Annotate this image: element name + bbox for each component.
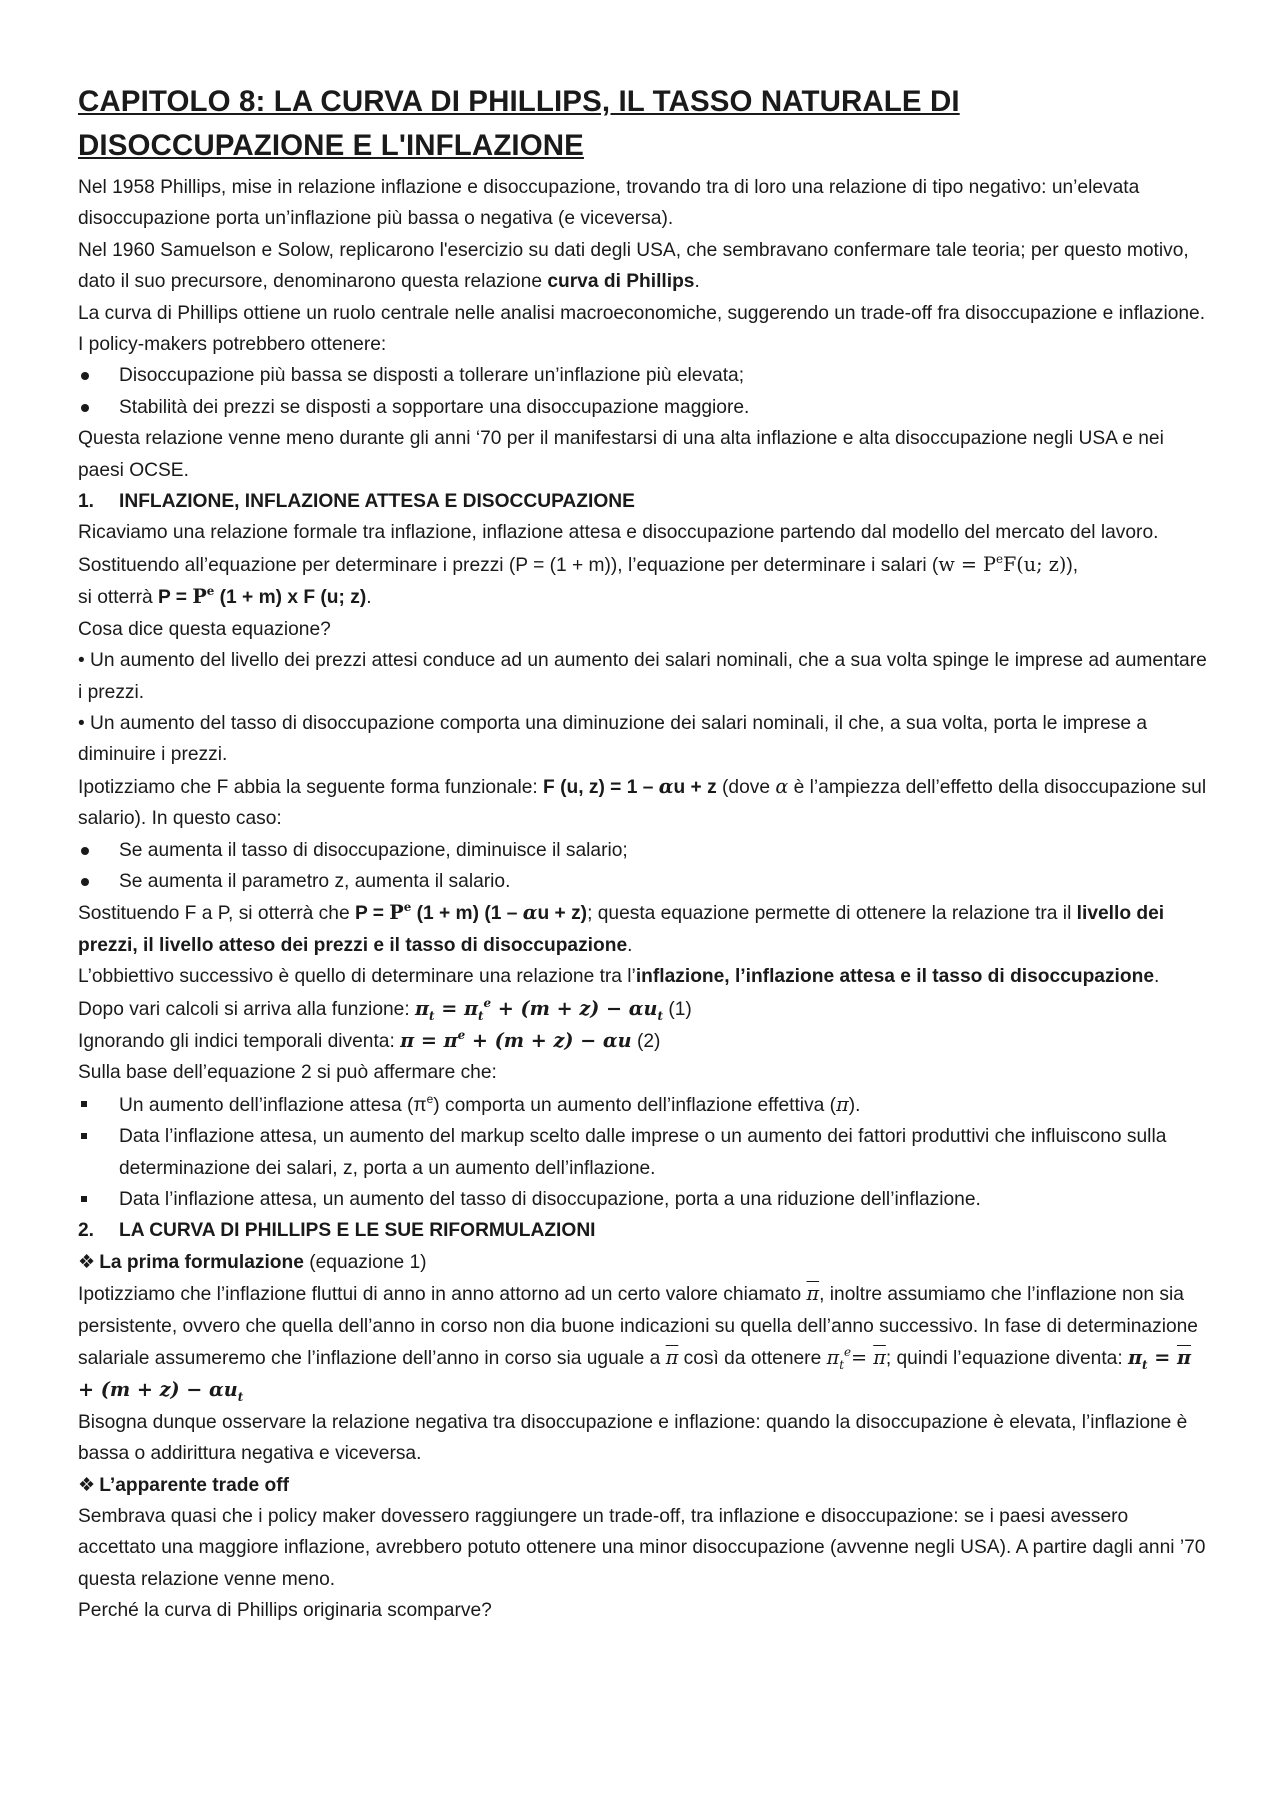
section-1-question: Cosa dice questa equazione?: [78, 618, 331, 640]
bullet-dot-icon: [81, 404, 89, 412]
bullet-dot-icon: [81, 847, 89, 855]
section-1-point-1: • Un aumento del livello dei prezzi attesi conduce ad un aumento dei salari nominali, che a sua volta spinge le imprese ad aumentare i prezzi.: [78, 650, 1207, 703]
equation-2-line: Ignorando gli indici temporali diventa: $\pi = \pi^e + (m + z) - \alpha u$ (2): [78, 1027, 661, 1052]
intro-paragraph-5: Questa relazione venne meno durante gli anni ‘70 per il manifestarsi di una alta inflazione e alta disoccupazione negli USA e nei paesi OCSE.: [78, 428, 1164, 481]
intro-paragraph-1: Nel 1958 Phillips, mise in relazione inflazione e disoccupazione, trovando tra di loro una relazione di tipo negativo: un’elevata disoccupazione porta un’inflazione più bassa o negativa (e viceversa).: [78, 177, 1140, 230]
subsection-first-formulation: ❖ La prima formulazione (equazione 1): [78, 1247, 1210, 1278]
page-title: CAPITOLO 8: LA CURVA DI PHILLIPS, IL TASSO NATURALE DI DISOCCUPAZIONE E L'INFLAZIONE: [78, 85, 960, 162]
equation-first-formulation: $\pi_t = \overline{\pi} + (m + z) - \alpha u_t$: [78, 1346, 1192, 1405]
section-1-point-2: • Un aumento del tasso di disoccupazione comporta una diminuzione dei salari nominali, il che, a sua volta, porta le imprese a diminuire i prezzi.: [78, 712, 1148, 766]
section-1-paragraph-5: L’obbiettivo successivo è quello di determinare una relazione tra l’inflazione, l’inflazione attesa e il tasso di disoccupazione.: [78, 966, 1160, 988]
square-bullet-icon: [81, 1101, 87, 1107]
section-2-paragraph-2: Bisogna dunque osservare la relazione negativa tra disoccupazione e inflazione: quando la disoccupazione è elevata, l’inflazione è bassa o addirittura negativa e viceversa.: [78, 1411, 1188, 1465]
equation-1-line: Dopo vari calcoli si arriva alla funzione: $\pi_t = \pi_t^e + (m + z) - \alpha u_t$ (1): [78, 995, 692, 1023]
diamond-bullet-icon: ❖: [78, 1251, 96, 1273]
square-bullet-icon: [81, 1196, 87, 1202]
section-2-paragraph-1: Ipotizziamo che l’inflazione fluttui di anno in anno attorno ad un certo valore chiamato $\overline{\pi}$, inoltre assumiamo che l’inflazione non sia persistente, ovvero che quella dell’anno in corso non dia buone indicazioni su quella dell’anno successivo. In fase di determinazione salariale assumeremo che l’inflazione dell’anno in corso sia uguale a $\overline{\pi}$ così da ottenere $\pi_t^e= \overline{\pi}$; quindi l’equazione diventa: $\pi_t = \overline{\pi} + (m + z) - \alpha u_t$: [78, 1282, 1198, 1405]
equation-2: $\pi = \pi^e + (m + z) - \alpha u$: [400, 1027, 632, 1052]
bullet-item: Disoccupazione più bassa se disposti a tollerare un’inflazione più elevata;: [78, 360, 1210, 391]
section-1-paragraph-4: Sostituendo F a P, si otterrà che $P = P^e$ (1 + m) (1 – αu + z); questa equazione permette di ottenere la relazione tra il livello dei prezzi, il livello atteso dei prezzi e il tasso di disoccupazione.: [78, 900, 1165, 956]
section-1-paragraph-2: Sostituendo all’equazione per determinare i prezzi (P = (1 + m)), l’equazione per determinare i salari ($w = P^eF(u$; z)), si otterrà $P = P^e$ (1 + m) x F (u; z).: [78, 551, 1079, 609]
equation-1: $\pi_t = \pi_t^e + (m + z) - \alpha u_t$: [415, 995, 663, 1023]
subsection-apparent-trade-off: ❖ L’apparente trade off: [78, 1470, 1210, 1501]
square-bullet-item: Data l’inflazione attesa, un aumento del tasso di disoccupazione, porta a una riduzione dell’inflazione.: [78, 1184, 1210, 1215]
section-1-paragraph-3: Ipotizziamo che F abbia la seguente forma funzionale: F (u, z) = 1 – αu + z (dove α è l’ampiezza dell’effetto della disoccupazione sul salario). In questo caso:: [78, 774, 1207, 830]
intro-paragraph-3: La curva di Phillips ottiene un ruolo centrale nelle analisi macroeconomiche, suggerendo un trade-off fra disoccupazione e inflazione.: [78, 302, 1206, 324]
section-2-paragraph-3: Sembrava quasi che i policy maker dovessero raggiungere un trade-off, tra inflazione e disoccupazione: se i paesi avessero accettato una maggiore inflazione, avrebbero potuto ottenere una minor disoccupazione (avvenne negli USA). A partire dagli anni ’70 questa relazione venne meno.: [78, 1506, 1206, 1590]
bullet-dot-icon: [81, 878, 89, 886]
bullet-item: Stabilità dei prezzi se disposti a sopportare una disoccupazione maggiore.: [78, 392, 1210, 423]
intro-paragraph-2: Nel 1960 Samuelson e Solow, replicarono l'esercizio su dati degli USA, che sembravano confermare tale teoria; per questo motivo, dato il suo precursore, denominarono questa relazione curva di Phillips.: [78, 239, 1189, 293]
intro-paragraph-4: I policy-makers potrebbero ottenere:: [78, 334, 387, 356]
square-bullet-item: Data l’inflazione attesa, un aumento del markup scelto dalle imprese o un aumento dei fattori produttivi che influiscono sulla determinazione dei salari, z, porta a un aumento dell’inflazione.: [78, 1121, 1210, 1184]
section-1-paragraph-1: Ricaviamo una relazione formale tra inflazione, inflazione attesa e disoccupazione partendo dal modello del mercato del lavoro.: [78, 522, 1159, 544]
square-bullet-icon: [81, 1133, 87, 1139]
section-1-paragraph-8: Sulla base dell’equazione 2 si può affermare che:: [78, 1062, 497, 1084]
bullet-dot-icon: [81, 372, 89, 380]
bullet-item: Se aumenta il parametro z, aumenta il salario.: [78, 866, 1210, 897]
section-2-paragraph-4: Perché la curva di Phillips originaria scomparve?: [78, 1600, 492, 1622]
section-1-heading: 1. INFLAZIONE, INFLAZIONE ATTESA E DISOCCUPAZIONE: [78, 491, 635, 513]
bullet-item: Se aumenta il tasso di disoccupazione, diminuisce il salario;: [78, 835, 1210, 866]
square-bullet-item: Un aumento dell’inflazione attesa $(\pi^e)$ comporta un aumento dell’inflazione effettiva (π).: [78, 1089, 1210, 1121]
diamond-bullet-icon: ❖: [78, 1474, 96, 1496]
section-2-heading: 2. LA CURVA DI PHILLIPS E LE SUE RIFORMULAZIONI: [78, 1220, 596, 1242]
